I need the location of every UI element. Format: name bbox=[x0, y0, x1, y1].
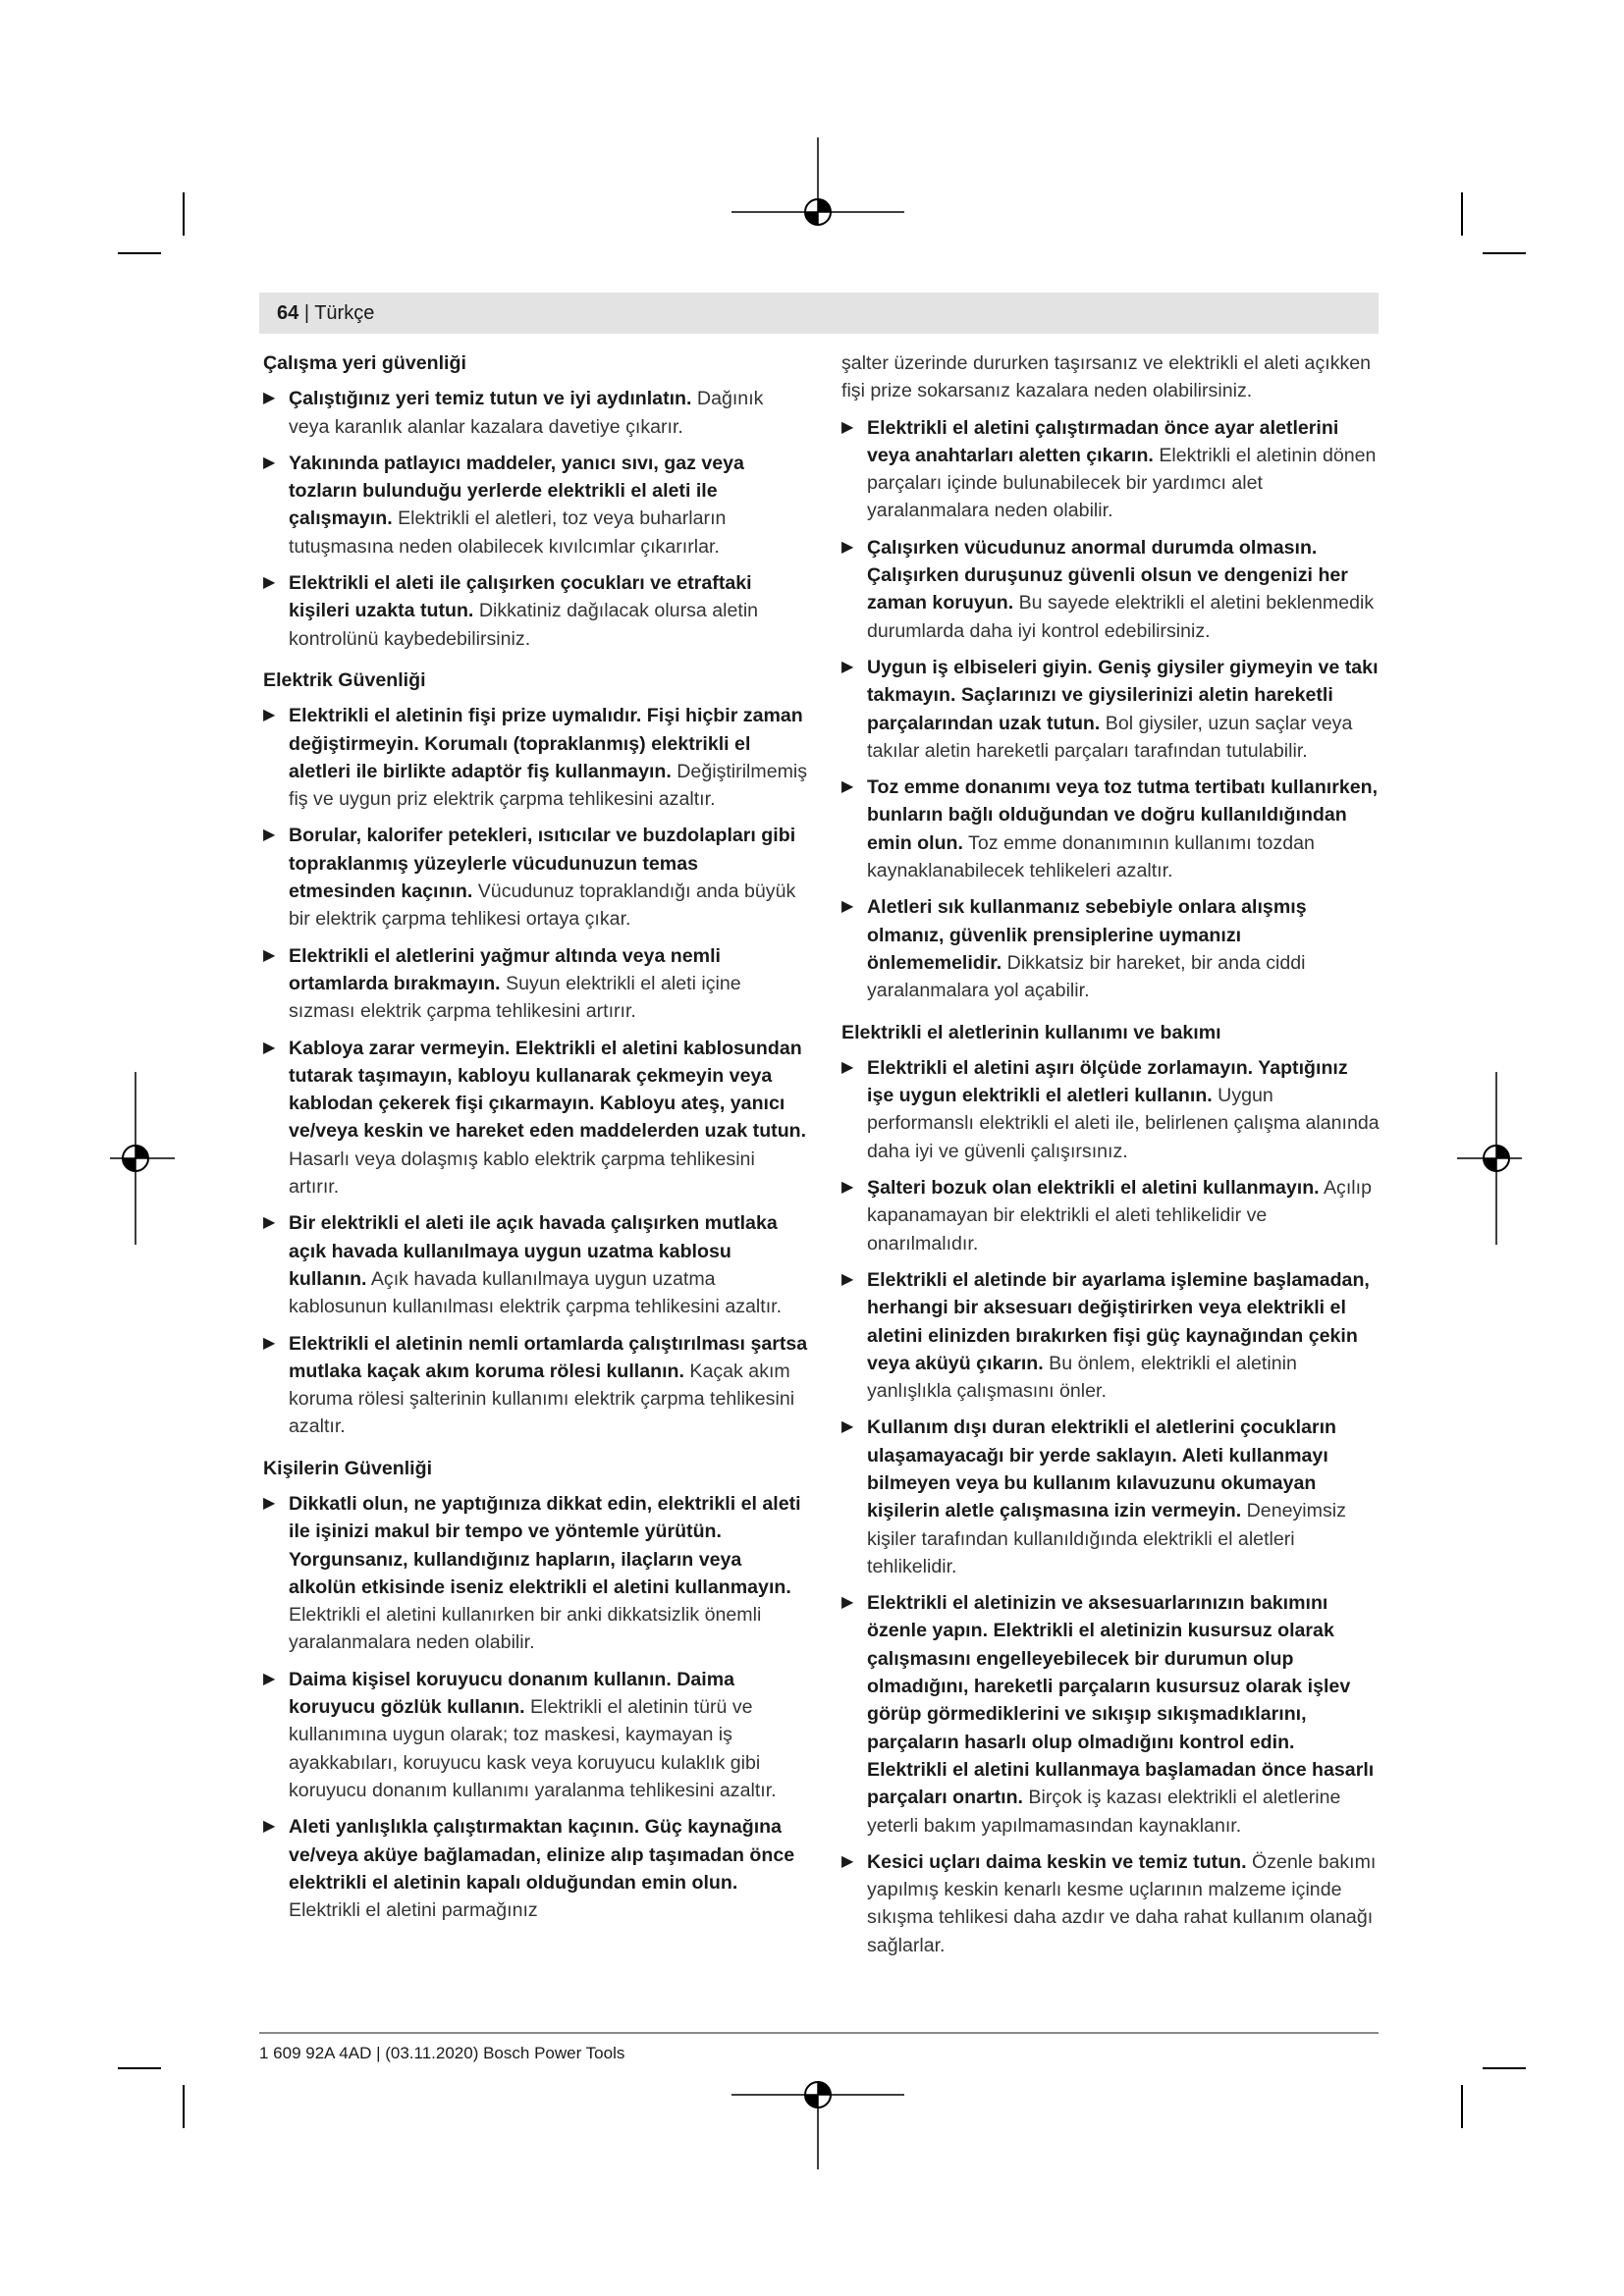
list-item: ▶ Elektrikli el aletini çalıştırmadan önce ayar aletlerini veya anahtarları aletten çıkarın. Elektrikli el aletinin dönen parçaları içinde bulunabilecek bir yardımcı alet yaralanmalara neden olabilir. bbox=[841, 414, 1380, 525]
bullet-arrow-icon: ▶ bbox=[263, 454, 276, 471]
list-item: ▶ Elektrikli el aleti ile çalışırken çocukları ve etraftaki kişileri uzakta tutun. Dikkatiniz dağılacak olursa aletin kontrolünü kaybedebilirsiniz. bbox=[263, 569, 808, 653]
registration-mark-icon bbox=[1457, 1072, 1522, 1245]
list-item: ▶ Aletleri sık kullanmanız sebebiyle onlara alışmış olmanız, güvenlik prensiplerine uymanızı önlememelidir. Dikkatsiz bir hareket, bir anda ciddi yaralanmalara yol açabilir. bbox=[841, 893, 1380, 1004]
list-item: ▶ Elektrikli el aletinizin ve aksesuarlarınızın bakımını özenle yapın. Elektrikli el aletinizin kusursuz olarak çalışmasını engelleyebilecek bir durumun olup olmadığını, hareketli parçaların kusursuz olarak işlev görüp görmediklerini ve sıkışıp sıkışmadıklarını, parçaların hasarlı olup olmadığını kontrol edin. Elektrikli el aletini kullanmaya başlamadan önce hasarlı parçaları onartın. Birçok iş kazası elektrikli el aletlerine yeterli bakım yapılmamasından kaynaklanır. bbox=[841, 1589, 1380, 1840]
bullet-arrow-icon: ▶ bbox=[841, 1594, 854, 1612]
section-title-electrical: Elektrik Güvenliği bbox=[263, 668, 426, 691]
list-item: ▶ Toz emme donanımı veya toz tutma tertibatı kullanırken, bunların bağlı olduğundan ve doğru kullanıldığından emin olun. Toz emme donanımının kullanımı tozdan kaynaklanabilecek tehlikeleri azaltır. bbox=[841, 774, 1380, 884]
list-item: ▶ Uygun iş elbiseleri giyin. Geniş giysiler giymeyin ve takı takmayın. Saçlarınızı ve giysilerinizi aletin hareketli parçalarından uzak tutun. Bol giysiler, uzun saçlar veya takılar aletin hareketli parçaları tarafından tutulabilir. bbox=[841, 654, 1380, 765]
registration-mark-icon bbox=[731, 137, 904, 226]
bullet-arrow-icon: ▶ bbox=[263, 1818, 276, 1836]
bullet-arrow-icon: ▶ bbox=[841, 1058, 854, 1076]
crop-mark bbox=[183, 192, 185, 236]
bullet-arrow-icon: ▶ bbox=[841, 1852, 854, 1870]
list-item: ▶ Elektrikli el aletlerini yağmur altında veya nemli ortamlarda bırakmayın. Suyun elektrikli el aleti içine sızması elektrik çarpma tehlikesini artırır. bbox=[263, 942, 808, 1026]
section-title-work-area: Çalışma yeri güvenliği bbox=[263, 352, 466, 374]
crop-mark bbox=[1461, 192, 1463, 236]
page-footer: 1 609 92A 4AD | (03.11.2020) Bosch Power Tools bbox=[259, 2044, 625, 2062]
bullet-arrow-icon: ▶ bbox=[841, 1179, 854, 1197]
list-item: ▶ Kesici uçları daima keskin ve temiz tutun. Özenle bakımı yapılmış keskin kenarlı kesme uçlarının malzeme içinde sıkışma tehlikesi daha azdır ve daha rahat kullanım olanağı sağlarlar. bbox=[841, 1848, 1380, 1959]
bullet-arrow-icon: ▶ bbox=[263, 946, 276, 964]
page-header-bar bbox=[259, 293, 1379, 334]
crop-mark bbox=[118, 2067, 161, 2069]
list-item: ▶ Elektrikli el aletinin fişi prize uymalıdır. Fişi hiçbir zaman değiştirmeyin. Korumalı (topraklanmış) elektrikli el aletleri ile birlikte adaptör fiş kullanmayın. Değiştirilmemiş fiş ve uygun priz elektrik çarpma tehlikesini azaltır. bbox=[263, 702, 808, 813]
registration-mark-icon bbox=[110, 1072, 175, 1245]
bullet-arrow-icon: ▶ bbox=[841, 898, 854, 916]
section-title-personal: Kişilerin Güvenliği bbox=[263, 1457, 433, 1479]
list-item: ▶ Yakınında patlayıcı maddeler, yanıcı sıvı, gaz veya tozların bulunduğu yerlerde elektrikli el aleti ile çalışmayın. Elektrikli el aletleri, toz veya buharların tutuşmasına neden olabilecek kıvılcımlar çıkarırlar. bbox=[263, 450, 808, 561]
crop-mark bbox=[118, 252, 161, 254]
bullet-arrow-icon: ▶ bbox=[841, 1418, 854, 1436]
bullet-arrow-icon: ▶ bbox=[841, 538, 854, 556]
left-column bbox=[263, 349, 808, 1933]
list-item: ▶ Şalteri bozuk olan elektrikli el aletini kullanmayın. Açılıp kapanamayan bir elektrikli el aleti tehlikelidir ve onarılmalıdır. bbox=[841, 1174, 1380, 1257]
bullet-arrow-icon: ▶ bbox=[841, 778, 854, 796]
bullet-arrow-icon: ▶ bbox=[263, 1670, 276, 1687]
bullet-arrow-icon: ▶ bbox=[263, 574, 276, 592]
crop-mark bbox=[183, 2085, 185, 2128]
list-item: ▶ Çalıştığınız yeri temiz tutun ve iyi aydınlatın. Dağınık veya karanlık alanlar kazalara davetiye çıkarır. bbox=[263, 385, 808, 441]
footer-rule bbox=[259, 2032, 1379, 2034]
list-item: ▶ Bir elektrikli el aleti ile açık havada çalışırken mutlaka açık havada kullanılmaya uygun uzatma kablosu kullanın. Açık havada kullanılmaya uygun uzatma kablosunun kullanılması elektrik çarpma tehlikesini azaltır. bbox=[263, 1209, 808, 1320]
page-header bbox=[277, 300, 374, 326]
crop-mark bbox=[1483, 2067, 1526, 2069]
bullet-arrow-icon: ▶ bbox=[263, 1494, 276, 1512]
list-item: ▶ Elektrikli el aletinin nemli ortamlarda çalıştırılması şartsa mutlaka kaçak akım koruma rölesi kullanın. Kaçak akım koruma rölesi şalterinin kullanımı elektrik çarpma tehlikesini azaltır. bbox=[263, 1330, 808, 1441]
section-title-tool-use: Elektrikli el aletlerinin kullanımı ve bakımı bbox=[841, 1021, 1221, 1043]
continued-paragraph: şalter üzerinde dururken taşırsanız ve elektrikli el aleti açıkken fişi prize sokarsanız kazalara neden olabilirsiniz. bbox=[841, 352, 1372, 402]
bullet-arrow-icon: ▶ bbox=[263, 390, 276, 407]
page-number: 64 bbox=[277, 302, 299, 324]
list-item: ▶ Aleti yanlışlıkla çalıştırmaktan kaçının. Güç kaynağına ve/veya aküye bağlamadan, elinize alıp taşımadan önce elektrikli el aletinin kapalı olduğundan emin olun. Elektrikli el aletini parmağınız bbox=[263, 1813, 808, 1924]
bullet-arrow-icon: ▶ bbox=[263, 827, 276, 844]
list-item: ▶ Daima kişisel koruyucu donanım kullanın. Daima koruyucu gözlük kullanın. Elektrikli el aletinin türü ve kullanımına uygun olarak; toz maskesi, kaymayan iş ayakkabıları, koruyucu kask veya koruyucu kulaklık gibi koruyucu donanım kullanımı yaralanma tehlikesini azaltır. bbox=[263, 1666, 808, 1804]
list-item: ▶ Kullanım dışı duran elektrikli el aletlerini çocukların ulaşamayacağı bir yerde saklayın. Aleti kullanmayı bilmeyen veya bu kullanım kılavuzunu okumayan kişilerin aletle çalışmasına izin vermeyin. Deneyimsiz kişiler tarafından kullanıldığında elektrikli el aletleri tehlikelidir. bbox=[841, 1414, 1380, 1580]
crop-mark bbox=[1483, 252, 1526, 254]
list-item: ▶ Kabloya zarar vermeyin. Elektrikli el aletini kablosundan tutarak taşımayın, kabloyu kullanarak çekmeyin veya kablodan çekerek fişi çıkarmayın. Kabloyu ateş, yanıcı ve/veya keskin ve hareket eden maddelerden uzak tutun. Hasarlı veya dolaşmış kablo elektrik çarpma tehlikesini artırır. bbox=[263, 1035, 808, 1201]
list-item: ▶ Dikkatli olun, ne yaptığınıza dikkat edin, elektrikli el aleti ile işinizi makul bir tempo ve yöntemle yürütün. Yorgunsanız, kullandığınız hapların, ilaçların veya alkolün etkisinde iseniz elektrikli el aletini kullanmayın. Elektrikli el aletini kullanırken bir anki dikkatsizlik önemli yaralanmalara neden olabilir. bbox=[263, 1490, 808, 1657]
bullet-arrow-icon: ▶ bbox=[841, 1270, 854, 1288]
list-item: ▶ Elektrikli el aletini aşırı ölçüde zorlamayın. Yaptığınız işe uygun elektrikli el aletleri kullanın. Uygun performanslı elektrikli el aleti ile, belirlenen çalışma alanında daha iyi ve güvenli çalışırsınız. bbox=[841, 1054, 1380, 1165]
header-separator: | bbox=[303, 302, 310, 324]
list-item: ▶ Elektrikli el aletinde bir ayarlama işlemine başlamadan, herhangi bir aksesuarı değiştirirken veya elektrikli el aletini elinizden bırakırken fişi güç kaynağından çekin veya aküyü çıkarın. Bu önlem, elektrikli el aletinin yanlışlıkla çalışmasını önler. bbox=[841, 1266, 1380, 1405]
crop-mark bbox=[1461, 2085, 1463, 2128]
header-language: Türkçe bbox=[314, 302, 375, 324]
bullet-arrow-icon: ▶ bbox=[841, 658, 854, 675]
bullet-arrow-icon: ▶ bbox=[263, 1334, 276, 1352]
bullet-arrow-icon: ▶ bbox=[263, 1039, 276, 1056]
list-item: ▶ Borular, kalorifer petekleri, ısıtıcılar ve buzdolapları gibi topraklanmış yüzeylerle vücudunuzun temas etmesinden kaçının. Vücudunuz topraklandığı anda büyük bir elektrik çarpma tehlikesi ortaya çıkar. bbox=[263, 822, 808, 933]
list-item: ▶ Çalışırken vücudunuz anormal durumda olmasın. Çalışırken duruşunuz güvenli olsun ve dengenizi her zaman koruyun. Bu sayede elektrikli el aletini beklenmedik durumlarda daha iyi kontrol edebilirsiniz. bbox=[841, 534, 1380, 645]
registration-mark-icon bbox=[731, 2081, 904, 2169]
bullet-arrow-icon: ▶ bbox=[841, 418, 854, 436]
bullet-arrow-icon: ▶ bbox=[263, 707, 276, 724]
bullet-arrow-icon: ▶ bbox=[263, 1214, 276, 1232]
right-column bbox=[841, 349, 1380, 1968]
